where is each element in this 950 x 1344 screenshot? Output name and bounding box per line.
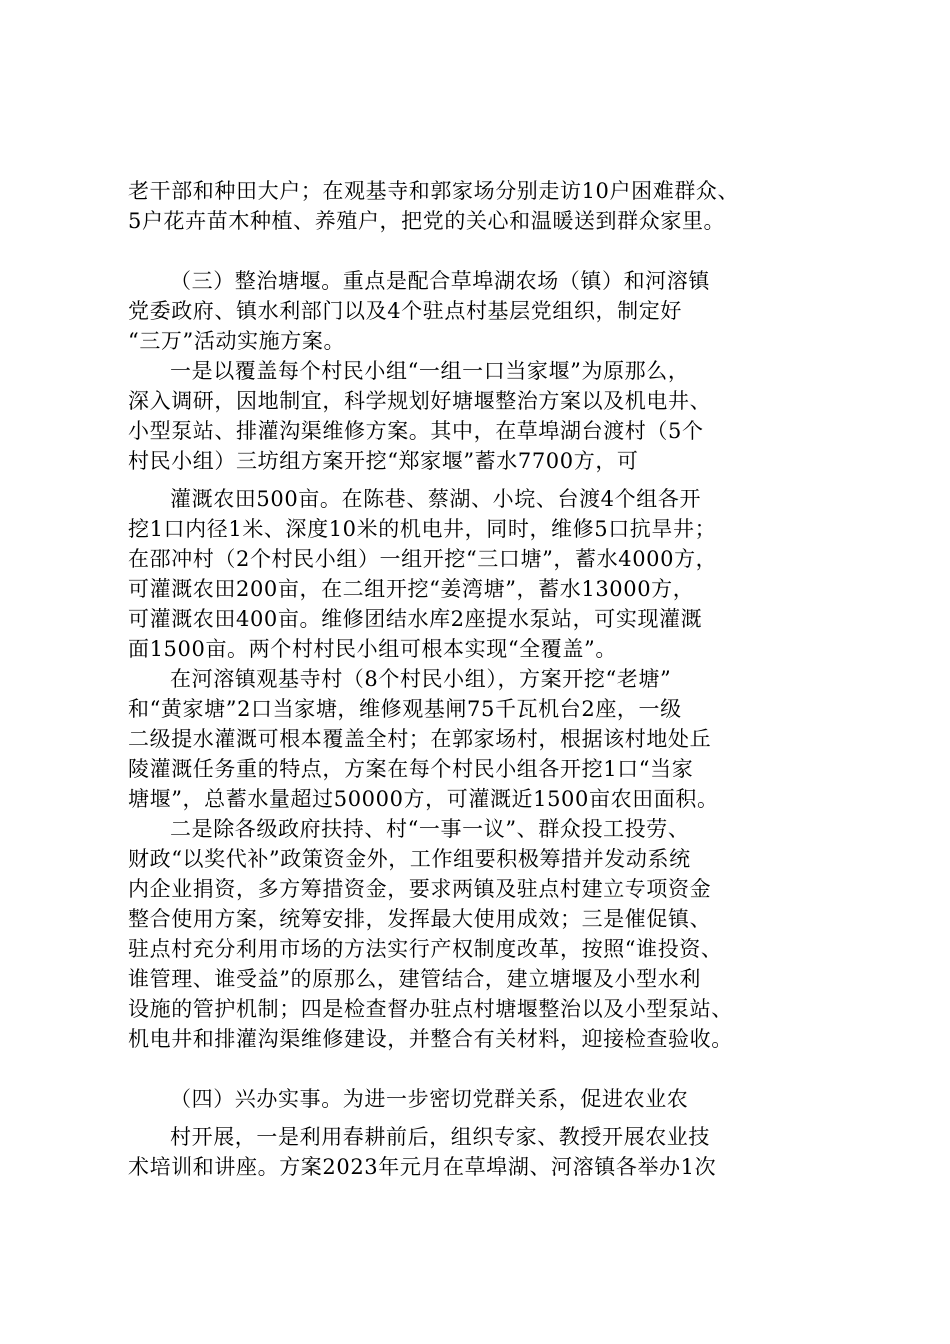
- text-line: 设施的管护机制；四是检查督办驻点村塘堰整治以及小型泵站、: [128, 997, 733, 1021]
- text-line: 驻点村充分利用市场的方法实行产权制度改革，按照“谁投资、: [128, 937, 723, 961]
- text-line: 和“黄家塘”2口当家塘，维修观基闸75千瓦机台2座，一级: [128, 697, 682, 721]
- text-line: 党委政府、镇水利部门以及4个驻点村基层党组织，制定好: [128, 299, 682, 323]
- text-line: 机电井和排灌沟渠维修建设，并整合有关材料，迎接检查验收。: [128, 1027, 733, 1051]
- text-line: 整合使用方案，统筹安排，发挥最大使用成效；三是催促镇、: [128, 907, 712, 931]
- text-line: 可灌溉农田200亩，在二组开挖“姜湾塘”，蓄水13000方，: [128, 577, 695, 601]
- section-heading-line: （三）整治塘堰。重点是配合草埠湖农场（镇）和河溶镇: [170, 269, 710, 293]
- text-line: 面1500亩。两个村村民小组可根本实现“全覆盖”。: [128, 637, 617, 661]
- text-line: 老干部和种田大户；在观基寺和郭家场分别走访10户困难群众、: [128, 179, 740, 203]
- text-line: 5户花卉苗木种植、养殖户，把党的关心和温暖送到群众家里。: [128, 209, 726, 233]
- text-line: 二级提水灌溉可根本覆盖全村；在郭家场村，根据该村地处丘: [128, 727, 712, 751]
- section-heading-line: （四）兴办实事。为进一步密切党群关系，促进农业农: [170, 1087, 689, 1111]
- paragraph-first-line: 二是除各级政府扶持、村“一事一议”、群众投工投劳、: [170, 817, 690, 841]
- text-line: 塘堰”，总蓄水量超过50000方，可灌溉近1500亩农田面积。: [128, 787, 719, 811]
- text-line: 财政“以奖代补”政策资金外，工作组要积极筹措并发动系统: [128, 847, 691, 871]
- paragraph-first-line: 村开展，一是利用春耕前后，组织专家、教授开展农业技: [170, 1125, 710, 1149]
- text-line: 术培训和讲座。方案2023年元月在草埠湖、河溶镇各举办1次: [128, 1155, 717, 1179]
- text-line: 谁管理、谁受益”的原那么，建管结合，建立塘堰及小型水利: [128, 967, 701, 991]
- text-line: 挖1口内径1米、深度10米的机电井，同时，维修5口抗旱井；: [128, 517, 717, 541]
- text-line: 在邵冲村（2个村民小组）一组开挖“三口塘”，蓄水4000方，: [128, 547, 718, 571]
- text-line: 可灌溉农田400亩。维修团结水库2座提水泵站，可实现灌溉: [128, 607, 703, 631]
- paragraph-first-line: 在河溶镇观基寺村（8个村民小组），方案开挖“老塘”: [170, 667, 672, 691]
- text-line: 村民小组）三坊组方案开挖“郑家堰”蓄水7700方，可: [128, 449, 639, 473]
- paragraph-first-line: 一是以覆盖每个村民小组“一组一口当家堰”为原那么，: [170, 359, 690, 383]
- text-line: 陵灌溉任务重的特点，方案在每个村民小组各开挖1口“当家: [128, 757, 694, 781]
- text-line: 深入调研，因地制宜，科学规划好塘堰整治方案以及机电井、: [128, 389, 712, 413]
- text-line: 小型泵站、排灌沟渠维修方案。其中，在草埠湖台渡村（5个: [128, 419, 704, 443]
- text-line: 内企业捐资，多方筹措资金，要求两镇及驻点村建立专项资金: [128, 877, 712, 901]
- text-line: “三万”活动实施方案。: [128, 329, 346, 353]
- paragraph-first-line: 灌溉农田500亩。在陈巷、蔡湖、小垸、台渡4个组各开: [170, 487, 702, 511]
